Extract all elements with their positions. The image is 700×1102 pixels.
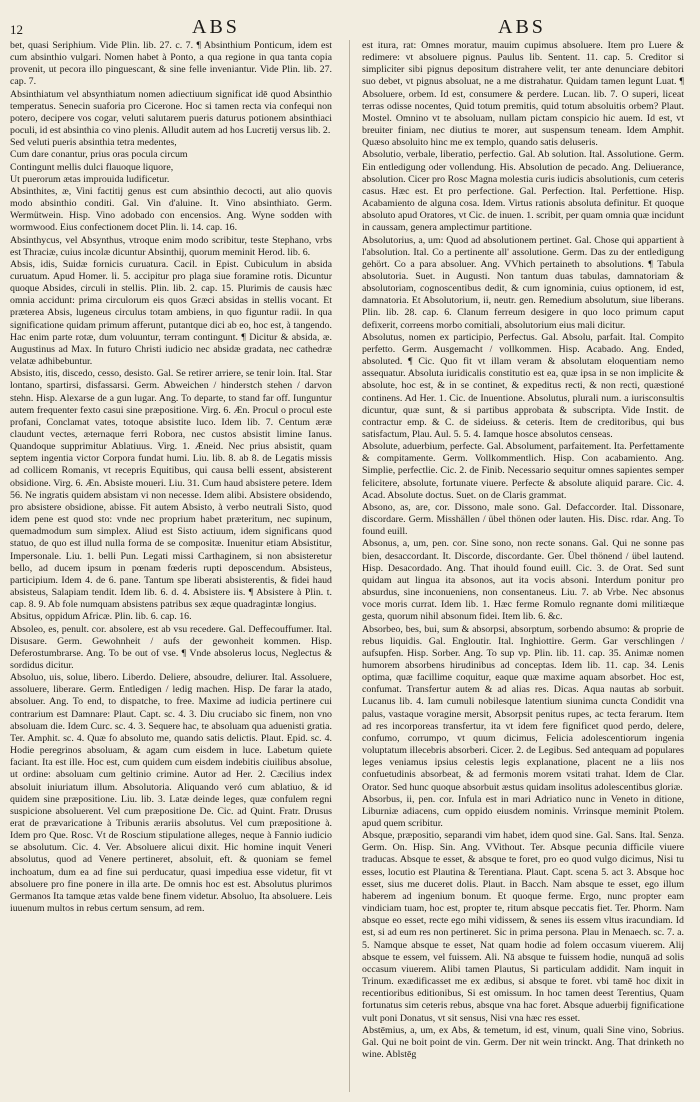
entry-paragraph: Absoluo, uis, solue, libero. Liberdo. Deliere, absoudre, deliurer. Ital. Assoluere, assoluere, liberare. Germ. Entledigen / ledig machen. Hisp. De farar la atado, absoluer. Ang. To end, to dispatche, to free. Maxime ad iudicia pertinere cui contrarium est Damnare: Plaut. Capt. sc. 4. 3. Diu cruciabo sic finem, non vno absoluam die. Idem Curc. sc. 4. 3. Sequere hac, te absoluam qua aduenisti gratia. Ter. Amphit. sc. 4. Quæ fo absoluto me, quando satis delictis. Plaut. Epid. sc. 4. Hodie peregrinos absoluam, & agam cum eisdem in luce. Labetum quiete faciant. Ita est ille. Hoc est, cum quidem cum eisdem indebitis ciuilibus absolue, ut ordine: absoluam cum geltinio crimine. Autor ad Her. 2. Cæcilius index absoluit iniuriatum illum. Absolutoria. Aliquando veró cum ablatiuo, & id quidem sine præpositione. Liu. lib. 3. Latæ deinde leges, quæ confulem regni suspicione absoluerent. Vel cum præpositione De. Cic. ad Quint. Fratr. Drusus erat de prævaricatione à Tribunis ærariis absolutus. Vel cum præpositione à. Idem pro Que. Rosc. Vt de Roscium stipulatione alleges, neque à Fannio iudicio se absolutum. Cic. 4. Ver. Absoluere alicui dixit. Hic homine inquit Veneri absolutus, quod ad Venere pertineret, absoluit, eft. & quoniam se femel inchoatum, dum ea ad fine sui perducatur, quasi impediua esse videtur, fit vt absoluere pro fine ponere in illa arte. De omnis hoc est est. Absolutus plurimos Germanos Ita tamque ætas valde bene finem videtur. Absoluo, Ita absoluere. Leis iuuenum multos in rebus certum sensum, ad rem. bbox=[10, 672, 332, 915]
entry-paragraph: Absitus, oppidum Africæ. Plin. lib. 6. cap. 16. bbox=[10, 611, 192, 623]
entry-paragraph: Absque, præpositio, separandi vim habet, idem quod sine. Gal. Sans. Ital. Senza. Germ. On. Hisp. Sin. Ang. VVithout. Ter. Absque pecunia difficile viuere traducas. Absque te esset, & absque te foret, pro eo quod vulgo dicimus, Nisi tu esses, locutio est Plautina & Terentiana. Plaut. Capt. scena 5. act 3. Absque hoc esset, sius me duceret dolis. Plaut. in Bacch. Nam absque te esset, ego illum haberem ad ingenium bonum. Et quoque ferme. Ergo, nunc propter eam vindiciam tuam, hoc est, propter te, ritum absque peccatis fiet. Ter. Phorm. Nam absque eo esset, recte ego mihi vidissem, & senes iis essem vltus iracundiam. Id est, si ad eum res non pertineret. Sic in prima persona. Plau in Menaech. sc. 7. a. 5. Namque absque te esset, Nat quam hodie ad folem occasum viuerem. Alij absque te essem, vel fuissem. Ali. Nā absque te fuissem hodie, nunquā ad solis occasum viuerem. Alibi tamen Plautus, Si particulam addidit. Nam inquit in Trinum. exædificasset me ex ædibus, si absque te foret. vbi tamē hoc dixit in recentioribus editionibus, Si est omissum. In hoc tamen deest Terentius, Quam fortunatus sim ceteris rebus, absque vna hac foret. Absque aduerbij fignificatione vult poni Donatus, vt sit sensus, Nisi vna hæc res esset. bbox=[362, 830, 684, 1024]
entry-paragraph: Absono, as, are, cor. Dissono, male sono. Gal. Defaccorder. Ital. Dissonare, discordare. Germ. Misshällen / übel thönen oder lauten. His. Disc. rdar. Ang. To found euill. bbox=[362, 501, 684, 538]
entry-paragraph: Absolutorius, a, um: Quod ad absolutionem pertinet. Gal. Chose qui appartient à l'absolution. Ital. Co a pertinente all' assolutione. Germ. Das zu der entledigung gehört. Co a para absoluer. Ang. VVhich pertaineth to absolutions. ¶ Tabula absolutoria. Suet. in Augusti. Non tantum duas tabulas, damnatoriam & absolutoriam, cognoscentibus dedit, & cum ignominia, cuius optionem, id est, damnatoria. Et Absolutorium, ii, neutr. gen. Remedium absolutum, siue liberans. Plin. lib. 28. cap. 6. Clanum ferreum desigere in quo loco primum caput defixerit, correens morbo comitiali, absolutorium eius mali dicitur. bbox=[362, 234, 684, 331]
verse-line: Sed veluti pueris absinthia tetra medentes, bbox=[10, 137, 177, 149]
entry-paragraph: Absorbeo, bes, bui, sum & absorpsi, absorptum, sorbendo absumo: & proprie de rebus liquidis. Gal. Engloutir. Ital. Inghiottire. Germ. Gar verschlingen / aufsupfen. Hisp. Sorber. Ang. To sup vp. Plin. lib. 11. cap. 35. Animæ nomen humorem absorbens hirudinibus ad conceptas. Idem lib. 11. cap. 34. Lenis optima, quæ facillime coquitur, eaque quæ maxime aquam absorbet. Hoc est, confumat. Transfertur autem & ad alias res. Dicas. Aqua nautas ab sorbuit. Lucanus lib. 4. Iam cumuli nobilesque latentium siunima cuncta Condidit vna palus, vastaque voragine mersit, Absorpsit penitus rupes, ac tecta ferarum. Item ad res incorporeas transfertur, ita vt idem fere fignificet quod perdo, delere, confumo, corrumpo, vt quum dicimus, Felicia adolescentiorum ingenia voluptatum illecebris absorberi. Cicer. 2. de Legibus. Sed antequam ad populares leges veniamus ipsius celestis legis explanatione, placent ne a liis nos confuetudinis absorbeat, & ad fermonis morem vsitati trahat. Idem de Clar. Orator. Sed hunc quoque absorbuit æstus quidam insolitus adolescentibus gloriæ. bbox=[362, 623, 684, 793]
column-divider bbox=[349, 40, 350, 1092]
entry-paragraph: Absis, idis, Suidæ fornicis curuatura. Cacil. in Epist. Cubiculum in absida curuatum. Apud Homer. li. 5. accipitur pro plaga siue foramine rotis. Dicuntur quoque Absides, circuli in stellis. Plin. lib. 2. cap. 15. Plurimis de causis hæc omnia accidunt: prima circulorum eis quos Græci absidas in stellis vocant. Et præterea Absis, lugeneus circulus totam ambiens, in quo figuntur radii. In qua significatione quidam primum afferunt, putantque dici ab eo, hoc est, à tangendo. Hac enim parte rotæ, dum voluuntur, terram contingunt. ¶ Dicitur & absida, æ. Augustinus ad Max. In futuro Christi iudicio nec absidæ gradata, nec cathedræ velatæ adhibebuntur. bbox=[10, 258, 332, 368]
entry-paragraph: Absorbus, ii, pen. cor. Infula est in mari Adriatico nunc in Veneto in ditione, Liburniæ adiacens, cum oppido eiusdem nominis. Vrrinsque meminit Ptolem. apud quem scribitur. bbox=[362, 793, 684, 829]
entry-paragraph: est itura, rat: Omnes moratur, mauim cupimus absoluere. Item pro Luere & redimere: vt absoluere pignus. Paulus lib. Sentent. 11. cap. 5. Creditor si simpliciter sibi pignus depositum distrahere velit, ter ante denunciare debitori suo debet, vt pignus absoluat, ne a me distrahatur. Quidam tamen legunt Luat. ¶ Absoluere, orbem. Id est, consumere & perdere. Lucan. lib. 7. O superi, liceat terras odisse nocentes, Quid totum premitis, quid totum absoluitis orbem? Plaut. Mostel. Omnino vt te absoluam, nullam pictam conspicio hic auem. Id est, vt breuiter finiam, nec diutius te morer, aut suspensum teneam. Idem Amphit. Quæso absoluito hinc me ex templo, quando satis deluseris. bbox=[362, 40, 684, 149]
entry-paragraph: Abstēmius, a, um, ex Abs, & temetum, id est, vinum, quali Sine vino, Sobrius. Gal. Qui ne boit point de vin. Germ. Der nit wein trinckt. Ang. That drinketh no wine. Ablstēg bbox=[362, 1024, 684, 1060]
verse-line: Contingunt mellis dulci flauoque liquore, bbox=[10, 161, 174, 173]
verse-line: Cum dare conantur, prius oras pocula circum bbox=[10, 149, 188, 161]
page-number: 12 bbox=[10, 22, 23, 37]
entry-paragraph: bet, quasi Seriphium. Vide Plin. lib. 27. c. 7. ¶ Absinthium Ponticum, idem est cum absinthio vulgari. Nomen habet à Ponto, a qua regione in qua tanta copia provenit, ut pecora illo pinguescant, & sine felle inveniantur. Vide Plin. lib. 27. cap. 7. bbox=[10, 40, 332, 88]
entry-paragraph: Absolute, aduerbium, perfecte. Gal. Absolument, parfaitement. Ita. Perfettamente & compitamente. Germ. Vollkommentlich. Hisp. Con acabamiento. Ang. Simplie, perfectlie. Cic. 2. de Finib. Necessario sequitur omnes sapientes semper felicitere, absolute, fortunate viuere. Perfecte & absolute aliquid parare. Cic. 4. Acad. Absolute doctus. Suet. on de Claris grammat. bbox=[362, 441, 684, 501]
entry-paragraph: Absinthiatum vel absynthiatum nomen adiectiuum significat idē quod Absinthio temperatus. Senecin suaforia pro Cicerone. Hoc si tamen recta via confequi non potero, decipere vos cogar, veluti salutarem pueris daturus potionem absinthiaci poculi, id est absinthia co vino plenis. Alludit autem ad hos Lucretij versus lib. 2. bbox=[10, 88, 332, 137]
verse-line: Ut puerorum ætas improuida ludificetur. bbox=[10, 173, 170, 185]
entry-paragraph: Absonus, a, um, pen. cor. Sine sono, non recte sonans. Gal. Qui ne sonne pas bien, desaccordant. It. Discorde, discordante. Ger. Übel thönend / übel lautend. Hisp. Desacordado. Ang. That ihould found euill. Cic. 3. de Orat. Sed sunt quidam aut lingua ita absonos, aut ita vocis absoni. Interdum ponitur pro absurdus, sine inconueniens, non consentaneus. Liu. 7. ab Vrbe. Nec absonus voce moris currat. Idem lib. 1. Hæc ferme Romulo regnante domi militiæque gesta, quorum nihil absonum fidei. Item lib. 6. &c. bbox=[362, 538, 684, 623]
entry-paragraph: Absinthites, æ, Vini factitij genus est cum absinthio decocti, aut alio quovis modo absinthio conditi. Gal. Vin d'aluine. It. Vino absinthiato. Germ. Wermütwein. Hisp. Vino adobado con encensios. Ang. Wyne sodden with wormwood. Eius confectionem docet Plin. li. 14. cap. 16. bbox=[10, 185, 332, 234]
entry-paragraph: Absoleo, es, penult. cor. absolere, est ab vsu recedere. Gal. Deffecouffumer. Ital. Disusare. Germ. Gewohnheit / aufs der gewonheit kommen. Hisp. Deferostumbrarse. Ang. To be out of vse. ¶ Vnde absolerus locus, Neglectus & sordidus dicitur. bbox=[10, 623, 332, 671]
running-header bbox=[0, 0, 700, 38]
header-title-left: ABS bbox=[192, 16, 240, 38]
header-title-right: ABS bbox=[498, 16, 546, 38]
entry-paragraph: Absisto, itis, discedo, cesso, desisto. Gal. Se retirer arriere, se tenir loin. Ital. Star lontano, spartirsi, disfassarsi. Germ. Abweichen / hinderstch stehen / darvon stehn. Hisp. Alexarse de a gun lugar. Ang. To departe, to stand far off. Iunguntur autem frequenter fexto casui sine præpositione. Virg. 6. Æn. Procul o procul este profani, Conclamat vates, totoque absistite luco. Idem lib. 7. Centum æræ claudunt vectes, æternaque ferri Robora, nec custos absistit limine Ianus. Quandoque supprimitur Ablatiuus. Virg. 1. Æneid. Nec prius absistit, quam septem ingentia victor Corpora fundat humi. Liu. lib. 8. ab 8. de Legatis missis ad collicem Romanis, vt recepris Equitibus, qui causa belli essent, absisterent obsidione. Virg. 6. Æn. Absiste moueri. Liu. 31. Cum haud absistere petere. Idem 56. Ne ingratis quidem absistam vi non necesse. Idem alibi. Absistere obsidendo, pro absistere obsidione, abisse. Fit autem Absisto, à verbo neutrali Sisto, quod idem pene est quod sto: vnde nec proprium habet præteritum, nec supinum, quemadmodum sum simplex. Aliud est Sisto actiuum, idem significans quod statuo, de quo est illud nulla forma de se compositæ. Inuenitur etiam Absistitur, Impersonale. Liu. 1. belli Pun. Legati missi Carthaginem, si non absisteretur bello, ad ducem ipsum in pœnam fœderis rupti deposcendum. Absisteus, participium. Idem 4. de 6. pane. Tantum spe liberati absisterentis, & fidei haud absisteus, Salapiam tendit. Idem lib. 6. d. 4. Absistere iis. ¶ Absistere à Plin. t. cap. 8. 9. Ab fole numquam absistens patribus sex æque quadragintæ longius. bbox=[10, 368, 332, 611]
entry-paragraph: Absinthycus, vel Absynthus, vtroque enim modo scribitur, teste Stephano, vrbs est Thraciæ, cuius incolæ dicuntur Absinthij, quorum meminit Herod. lib. 6. bbox=[10, 234, 332, 258]
entry-paragraph: Absolutus, nomen ex participio, Perfectus. Gal. Absolu, parfait. Ital. Compito perfetto. Germ. Ausgemacht / vollkommen. Hisp. Acabado. Ang. Ended, absoluted. ¶ Cic. Quo fit vt illam veram & absolutam eloquentiam nemo assequatur. Absoluta iuridicalis constitutio est ea, quæ ipsa in se non implicite & absolute, hoc est, & in se continet, & expeditus recti, & non recti, quæstioné continens. Ad Her. 1. Cic. de Inuentione. Absolutus, plurali num. a iurisconsultis dicuntur, quæ sunt, & si partibus approbata & subscripta. Vide Instit. de contractur emp. & C. de sideiuss. & ceteris. Item de creditoribus, qui bus satisfactum, Plau. Aul. 5. 5. 4. Iamque hosce absolutos censeas. bbox=[362, 331, 684, 440]
right-column bbox=[362, 40, 684, 1092]
left-column bbox=[10, 40, 332, 1092]
entry-paragraph: Absolutio, verbale, liberatio, perfectio. Gal. Ab solution. Ital. Assolutione. Germ. Ein entledigung oder vollendung. His. Absolution de pecado. Ang. Deliuerance, absolution. Cicer pro Rosc Magna molestia curis iudicis absolutionis, cum ceteris casus. Hæc est. Et pro perfectione. Gal. Perfection. Ital. Perfettione. Hisp. Acabamiento de alguna cosa. Idem. Virtus rationis absoluta definitur. Et quoque absoluto apud Oratores, vt Cic. de inuen. 1. scribit, per quam omnia quæ incidunt in caussam, genera amplectimur partitione. bbox=[362, 149, 684, 234]
